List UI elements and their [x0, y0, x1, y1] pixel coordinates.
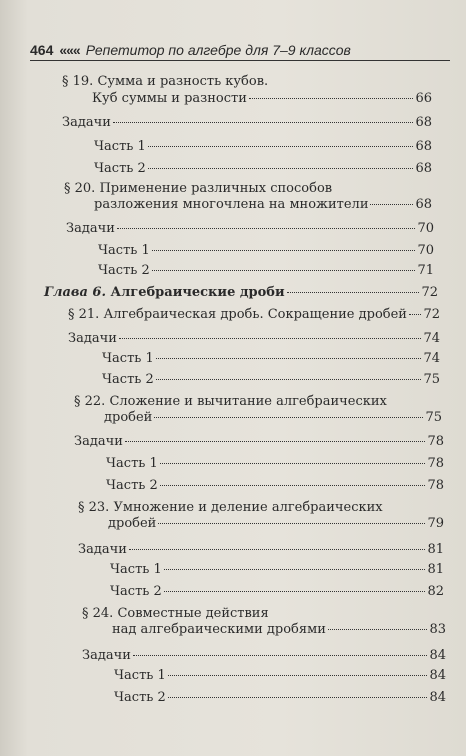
toc-label: Задачи — [74, 434, 123, 449]
leader-dots — [287, 292, 420, 293]
leader-dots — [328, 629, 428, 630]
toc-page: 81 — [427, 562, 444, 577]
leader-dots — [152, 270, 416, 271]
chapter-prefix: Глава 6. — [44, 285, 106, 300]
leader-dots — [152, 250, 416, 251]
header-ornament: ««« — [59, 42, 80, 58]
leader-dots — [249, 98, 414, 99]
toc-entry — [82, 648, 446, 663]
toc-page: 70 — [417, 243, 434, 258]
toc-label: Часть 2 — [110, 584, 162, 599]
toc-page: 78 — [427, 478, 444, 493]
toc-page: 84 — [429, 648, 446, 663]
toc-label: Задачи — [62, 115, 111, 130]
toc-page: 68 — [415, 161, 432, 176]
toc-page: 79 — [427, 516, 444, 531]
running-header — [30, 38, 450, 61]
toc-entry — [98, 243, 434, 258]
toc-label: Часть 2 — [98, 263, 150, 278]
toc-page: 78 — [427, 434, 444, 449]
toc-section-21 — [68, 307, 440, 322]
toc-page: 81 — [427, 542, 444, 557]
toc-section-19-title: § 19. Сумма и разность кубов. — [62, 74, 269, 89]
leader-dots — [160, 463, 426, 464]
toc-label: Часть 1 — [106, 456, 158, 471]
toc-entry — [94, 139, 432, 154]
toc-label: Часть 2 — [114, 690, 166, 705]
toc-page: 68 — [415, 115, 432, 130]
leader-dots — [148, 146, 414, 147]
toc-entry — [110, 584, 444, 599]
toc-entry — [110, 562, 444, 577]
toc-entry — [74, 434, 444, 449]
toc-entry — [106, 478, 444, 493]
leader-dots — [129, 549, 426, 550]
toc-entry — [78, 542, 444, 557]
toc-label: дробей — [108, 516, 157, 531]
toc-label: Часть 1 — [110, 562, 162, 577]
toc-label: Часть 2 — [94, 161, 146, 176]
toc-chapter-6 — [44, 285, 438, 300]
leader-dots — [154, 417, 423, 418]
toc-entry — [114, 690, 446, 705]
toc-label: Часть 2 — [102, 372, 154, 387]
toc-page: 70 — [417, 221, 434, 236]
toc-label: Задачи — [68, 331, 117, 346]
toc-entry — [114, 668, 446, 683]
toc-label: Часть 2 — [106, 478, 158, 493]
toc-label: Часть 1 — [114, 668, 166, 683]
leader-dots — [119, 338, 422, 339]
toc-page: 82 — [427, 584, 444, 599]
leader-dots — [160, 485, 426, 486]
toc-section-23 — [108, 516, 444, 531]
toc-entry — [98, 263, 434, 278]
leader-dots — [133, 655, 428, 656]
leader-dots — [164, 569, 426, 570]
leader-dots — [156, 379, 422, 380]
leader-dots — [370, 204, 413, 205]
toc-label: Куб суммы и разности — [92, 91, 247, 106]
toc-page: 78 — [427, 456, 444, 471]
toc-label: разложения многочлена на множители — [94, 197, 369, 212]
toc-section-24 — [112, 622, 446, 637]
leader-dots — [113, 122, 414, 123]
leader-dots — [168, 675, 428, 676]
toc-label: Задачи — [82, 648, 131, 663]
toc-entry — [102, 372, 440, 387]
toc-page: 68 — [415, 139, 432, 154]
toc-section-22 — [104, 410, 442, 425]
toc-page: 84 — [429, 668, 446, 683]
toc-section-23-title: § 23. Умножение и деление алгебраических — [78, 500, 383, 515]
toc-entry — [106, 456, 444, 471]
leader-dots — [148, 168, 414, 169]
toc-label: Часть 1 — [102, 351, 154, 366]
toc-label: дробей — [104, 410, 153, 425]
toc-page: 71 — [417, 263, 434, 278]
toc-page: 72 — [421, 285, 438, 300]
toc-page: 75 — [423, 372, 440, 387]
chapter-title: Алгебраические дроби — [110, 285, 285, 300]
toc-section-20-title: § 20. Применение различных способов — [64, 181, 333, 196]
page-number: 464 — [30, 42, 54, 58]
leader-dots — [117, 228, 416, 229]
toc-label: § 21. Алгебраическая дробь. Сокращение дробей — [68, 307, 407, 322]
leader-dots — [168, 697, 428, 698]
leader-dots — [409, 314, 422, 315]
leader-dots — [158, 523, 425, 524]
toc-page: 72 — [423, 307, 440, 322]
leader-dots — [125, 441, 426, 442]
toc-label: Часть 1 — [98, 243, 150, 258]
toc-page: 74 — [423, 351, 440, 366]
toc-page: 66 — [415, 91, 432, 106]
leader-dots — [156, 358, 422, 359]
toc-entry — [102, 351, 440, 366]
toc-section-19 — [92, 91, 432, 106]
toc-entry — [62, 115, 432, 130]
toc-entry — [68, 331, 440, 346]
toc-label: Задачи — [66, 221, 115, 236]
leader-dots — [164, 591, 426, 592]
toc-entry — [94, 161, 432, 176]
toc-page: 68 — [415, 197, 432, 212]
toc-section-22-title: § 22. Сложение и вычитание алгебраических — [74, 394, 387, 409]
toc-label: над алгебраическими дробями — [112, 622, 326, 637]
toc-page: 75 — [425, 410, 442, 425]
toc-label: Часть 1 — [94, 139, 146, 154]
toc-section-24-title: § 24. Совместные действия — [82, 606, 269, 621]
toc-page: 83 — [429, 622, 446, 637]
book-title: Репетитор по алгебре для 7–9 классов — [85, 42, 351, 58]
toc-entry — [66, 221, 434, 236]
toc-section-20 — [94, 197, 432, 212]
toc-label: Задачи — [78, 542, 127, 557]
toc-page: 84 — [429, 690, 446, 705]
toc-page: 74 — [423, 331, 440, 346]
